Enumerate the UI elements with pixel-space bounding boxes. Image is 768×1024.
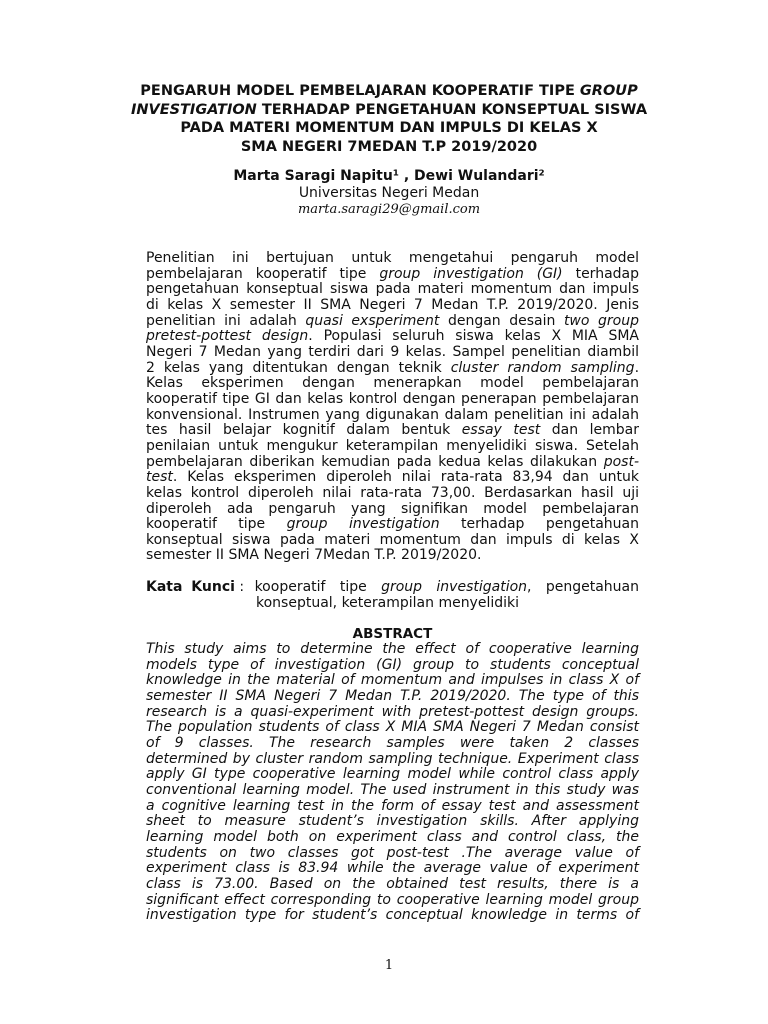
author-affiliation: Universitas Negeri Medan bbox=[298, 185, 480, 201]
title-line-1: PENGARUH MODEL PEMBELAJARAN KOOPERATIF TIPE GROUP bbox=[140, 83, 638, 99]
keywords-row bbox=[146, 579, 639, 595]
abstrak-line: konseptual siswa pada materi momentum dan impuls di kelas X bbox=[146, 531, 639, 548]
abstract-paragraph bbox=[146, 642, 639, 924]
abstrak-line: diperoleh ada pengaruh yang signifikan model pembelajaran bbox=[146, 500, 639, 517]
abstract-line: of 9 classes. The research samples were taken 2 classes bbox=[146, 734, 639, 751]
title-line-3: PADA MATERI MOMENTUM DAN IMPULS DI KELAS X bbox=[180, 120, 598, 137]
abstrak-line: pembelajaran kooperatif tipe group investigation (GI) terhadap bbox=[146, 265, 639, 282]
abstract-line: research is a quasi-experiment with pretest-pottest design groups. bbox=[146, 703, 639, 720]
abstrak-line: kelas kontrol diperoleh nilai rata-rata 73,00. Berdasarkan hasil uji bbox=[146, 484, 639, 501]
abstrak-line: Kelas eksperimen dengan menerapkan model pembelajaran bbox=[146, 375, 639, 392]
abstract-line: The population students of class X MIA SMA Negeri 7 Medan consist bbox=[146, 719, 639, 736]
abstrak-line: penelitian ini adalah quasi exsperiment dengan desain two group bbox=[146, 312, 639, 329]
abstract-line: This study aims to determine the effect of cooperative learning bbox=[146, 641, 639, 657]
abstract-line: learning model both on experiment class and control class, the bbox=[146, 828, 639, 845]
abstrak-line: tes hasil belajar kognitif dalam bentuk essay test dan lembar bbox=[146, 422, 640, 439]
abstract-line: conventional learning model. The used instrument in this study was bbox=[146, 781, 639, 798]
abstract-line: knowledge in the material of momentum and impulses in class X of bbox=[146, 672, 639, 689]
abstrak-line: semester II SMA Negeri 7Medan T.P. 2019/2020. bbox=[146, 547, 482, 564]
keywords-line-2: konseptual, keterampilan menyelidiki bbox=[256, 595, 520, 611]
abstrak-paragraph bbox=[146, 251, 639, 564]
abstrak-line: 2 kelas yang ditentukan dengan teknik cluster random sampling. bbox=[146, 359, 640, 376]
abstract-line: sheet to measure student’s investigation skills. After applying bbox=[146, 813, 639, 830]
abstrak-line: pretest-pottest design. Populasi seluruh siswa kelas X MIA SMA bbox=[146, 328, 639, 345]
abstract-line: apply GI type cooperative learning model while control class apply bbox=[146, 766, 639, 783]
abstrak-line: test. Kelas eksperimen diperoleh nilai rata-rata 83,94 dan untuk bbox=[146, 469, 639, 486]
keywords-separator: : bbox=[234, 579, 249, 595]
abstrak-line: kooperatif tipe GI dan kelas kontrol dengan penerapan pembelajaran bbox=[146, 390, 639, 407]
abstrak-line: pengetahuan konseptual siswa pada materi momentum dan impuls bbox=[146, 281, 639, 298]
abstrak-line: di kelas X semester II SMA Negeri 7 Medan T.P. 2019/2020. Jenis bbox=[146, 296, 639, 313]
author-email[interactable]: marta.saragi29@gmail.com bbox=[297, 202, 481, 217]
keywords-line-1: kooperatif tipe group investigation, pengetahuan bbox=[254, 579, 639, 595]
abstract-line: a cognitive learning test in the form of essay test and assessment bbox=[146, 797, 639, 814]
keywords-label: Kata Kunci bbox=[146, 579, 235, 595]
abstrak-line: konvensional. Instrumen yang digunakan dalam penelitian ini adalah bbox=[146, 406, 639, 423]
abstrak-line: Negeri 7 Medan yang terdiri dari 9 kelas. Sampel penelitian diambil bbox=[146, 343, 639, 360]
abstract-line: significant effect corresponding to cooperative learning model group bbox=[146, 891, 639, 908]
author-names: Marta Saragi Napitu¹ , Dewi Wulandari² bbox=[233, 168, 545, 184]
keywords-block bbox=[146, 579, 639, 611]
title-line-2: INVESTIGATION TERHADAP PENGETAHUAN KONSEPTUAL SISWA bbox=[130, 101, 648, 118]
page-number: 1 bbox=[384, 958, 394, 973]
abstract-line: models type of investigation (GI) group to students conceptual bbox=[146, 656, 639, 673]
abstrak-line: pembelajaran diberikan kemudian pada kedua kelas dilakukan post- bbox=[146, 453, 639, 470]
abstrak-line: penilaian untuk mengukur keterampilan menyelidiki siswa. Setelah bbox=[146, 437, 639, 454]
title-line-4: SMA NEGERI 7MEDAN T.P 2019/2020 bbox=[240, 138, 538, 155]
abstract-line: class is 73.00. Based on the obtained test results, there is a bbox=[146, 875, 639, 892]
abstrak-line: kooperatif tipe group investigation terhadap pengetahuan bbox=[146, 516, 639, 533]
paper-title bbox=[100, 82, 678, 156]
abstrak-line: Penelitian ini bertujuan untuk mengetahui pengaruh model bbox=[146, 250, 639, 266]
abstract-line: semester II SMA Negeri 7 Medan T.P. 2019/2020. The type of this bbox=[146, 687, 639, 704]
abstract-line: investigation type for student’s conceptual knowledge in terms of bbox=[146, 907, 639, 924]
abstract-line: students on two classes got post-test .The average value of bbox=[146, 844, 639, 861]
abstract-heading: ABSTRACT bbox=[352, 626, 433, 642]
abstract-line: experiment class is 83.94 while the average value of experiment bbox=[146, 860, 639, 877]
abstract-line: determined by cluster random sampling technique. Experiment class bbox=[146, 750, 639, 767]
